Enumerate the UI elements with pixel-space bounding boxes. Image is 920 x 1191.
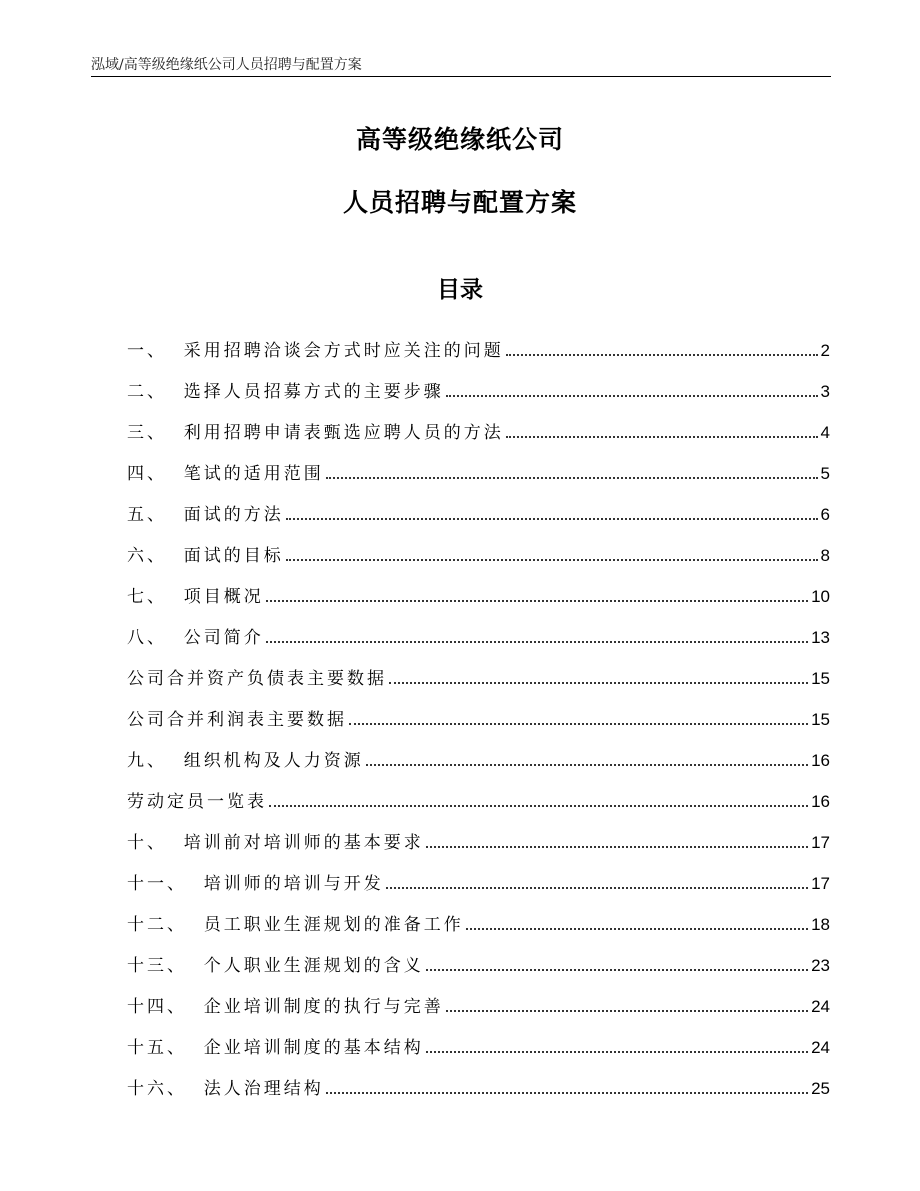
toc-leader-dots [389, 682, 808, 684]
toc-entry-label: 二、 选择人员招募方式的主要步骤 [127, 382, 444, 402]
toc-entry[interactable] [127, 648, 830, 689]
toc-leader-dots [326, 1092, 808, 1094]
document-title-line-1: 高等级绝缘纸公司 [355, 125, 564, 154]
toc-entry[interactable] [127, 402, 830, 443]
toc-leader-dots [286, 559, 818, 561]
toc-page-number: 3 [820, 382, 830, 401]
toc-entry-label: 公司合并利润表主要数据 [127, 710, 347, 730]
toc-entry[interactable] [127, 689, 830, 730]
toc-entry-label: 八、 公司简介 [127, 628, 264, 648]
toc-leader-dots [426, 846, 808, 848]
toc-entry[interactable] [127, 1058, 830, 1099]
toc-entry-label: 四、 笔试的适用范围 [127, 464, 324, 484]
running-header: 泓域/高等级绝缘纸公司人员招聘与配置方案 [91, 57, 362, 73]
toc-leader-dots [349, 723, 808, 725]
toc-leader-dots [426, 969, 808, 971]
toc-leader-dots [506, 354, 818, 356]
toc-leader-dots [326, 477, 818, 479]
toc-entry[interactable] [127, 320, 830, 361]
toc-leader-dots [266, 600, 808, 602]
toc-entry[interactable] [127, 443, 830, 484]
toc-page-number: 24 [811, 997, 830, 1016]
toc-page-number: 5 [820, 464, 830, 483]
toc-entry[interactable] [127, 525, 830, 566]
toc-entry-label: 十一、 培训师的培训与开发 [127, 874, 384, 894]
toc-page-number: 4 [820, 423, 830, 442]
document-title-line-2: 人员招聘与配置方案 [342, 188, 577, 217]
toc-entry-label: 十四、 企业培训制度的执行与完善 [127, 997, 444, 1017]
toc-page-number: 10 [811, 587, 830, 606]
toc-page-number: 16 [811, 792, 830, 811]
toc-page-number: 8 [820, 546, 830, 565]
toc-entry-label: 十二、 员工职业生涯规划的准备工作 [127, 915, 464, 935]
toc-leader-dots [466, 928, 808, 930]
toc-leader-dots [446, 1010, 808, 1012]
toc-entry[interactable] [127, 935, 830, 976]
toc-page-number: 17 [811, 833, 830, 852]
toc-page-number: 25 [811, 1079, 830, 1098]
toc-entry[interactable] [127, 894, 830, 935]
toc-entry-label: 三、 利用招聘申请表甄选应聘人员的方法 [127, 423, 504, 443]
toc-page-number: 2 [820, 341, 830, 360]
toc-entry-label: 九、 组织机构及人力资源 [127, 751, 364, 771]
toc-page-number: 6 [820, 505, 830, 524]
toc-entry-label: 公司合并资产负债表主要数据 [127, 669, 387, 689]
toc-leader-dots [366, 764, 808, 766]
header-divider [91, 76, 831, 77]
toc-heading: 目录 [437, 277, 483, 303]
toc-leader-dots [269, 805, 808, 807]
toc-entry[interactable] [127, 771, 830, 812]
toc-leader-dots [286, 518, 818, 520]
toc-entry-label: 十五、 企业培训制度的基本结构 [127, 1038, 424, 1058]
toc-entry[interactable] [127, 812, 830, 853]
toc-entry-label: 一、 采用招聘洽谈会方式时应关注的问题 [127, 341, 504, 361]
toc-page-number: 15 [811, 710, 830, 729]
toc-entry[interactable] [127, 484, 830, 525]
toc-entry-label: 六、 面试的目标 [127, 546, 284, 566]
toc-entry-label: 十六、 法人治理结构 [127, 1079, 324, 1099]
toc-page-number: 16 [811, 751, 830, 770]
toc-entry[interactable] [127, 361, 830, 402]
toc-entry-label: 五、 面试的方法 [127, 505, 284, 525]
toc-entry-label: 十、 培训前对培训师的基本要求 [127, 833, 424, 853]
toc-entry[interactable] [127, 607, 830, 648]
toc-page-number: 17 [811, 874, 830, 893]
table-of-contents [127, 320, 830, 1099]
toc-leader-dots [266, 641, 808, 643]
toc-leader-dots [426, 1051, 808, 1053]
toc-entry-label: 七、 项目概况 [127, 587, 264, 607]
toc-entry-label: 十三、 个人职业生涯规划的含义 [127, 956, 424, 976]
toc-page-number: 23 [811, 956, 830, 975]
toc-page-number: 15 [811, 669, 830, 688]
toc-entry[interactable] [127, 566, 830, 607]
toc-leader-dots [446, 395, 818, 397]
toc-entry[interactable] [127, 976, 830, 1017]
toc-entry[interactable] [127, 730, 830, 771]
toc-page-number: 13 [811, 628, 830, 647]
toc-leader-dots [386, 887, 808, 889]
toc-entry[interactable] [127, 853, 830, 894]
toc-leader-dots [506, 436, 818, 438]
toc-entry[interactable] [127, 1017, 830, 1058]
toc-entry-label: 劳动定员一览表 [127, 792, 267, 812]
toc-page-number: 24 [811, 1038, 830, 1057]
toc-page-number: 18 [811, 915, 830, 934]
